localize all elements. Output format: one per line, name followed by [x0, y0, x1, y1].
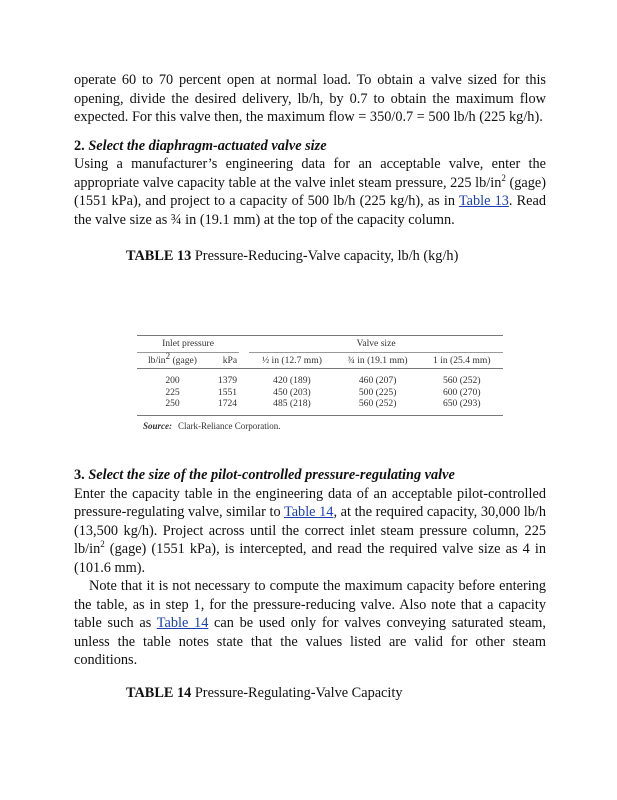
- table-13-link[interactable]: Table 13: [458, 193, 509, 209]
- table-13-column-header: [137, 352, 503, 369]
- step-2-text-a: Using a manufacturer’s engineering data for an acceptable valve, enter the appropriate valve capacity table at the valve inlet steam pressure, 225 lb/in: [74, 156, 546, 191]
- step-3-sup: 2: [100, 539, 105, 550]
- step-3-paragraph: [74, 485, 546, 578]
- step-2-number: 2.: [74, 137, 85, 154]
- header-valve-size: Valve size: [249, 336, 503, 353]
- cell-half: 485 (218): [249, 398, 335, 415]
- cell-kpa: 1379: [217, 375, 238, 386]
- cell-half: 450 (203): [273, 386, 311, 398]
- cell-three-quarter: 500 (225): [358, 386, 397, 398]
- table-13: [137, 335, 503, 416]
- paragraph-intro: operate 60 to 70 percent open at normal load. To obtain a valve sized for this opening, divide the desired delivery, lb/h, by 0.7 to obtain the maximum flow expected. For this valve then, the maximum flow = 350/0.7 = 500 lb/h (225 kg/h).: [74, 72, 546, 125]
- table-14-caption: [126, 684, 546, 703]
- header-inlet-pressure: Inlet pressure: [137, 336, 239, 353]
- cell-three-quarter: 460 (207): [358, 375, 397, 386]
- table-13-group-header: [137, 336, 503, 353]
- step-2-text-b: (gage) (1551 kPa), and project to a capacity of 500 lb/h (225 kg/h), as in: [74, 174, 546, 209]
- source-text: Clark-Reliance Corporation.: [178, 420, 281, 431]
- table-13-caption: [126, 247, 546, 266]
- cell-lb: 225: [165, 386, 180, 398]
- table-13-label: TABLE 13: [126, 248, 192, 264]
- cell-half: 420 (189): [273, 375, 311, 386]
- step-2-paragraph: [74, 155, 546, 229]
- table-13-image: [137, 335, 503, 431]
- step-2-heading: [74, 137, 546, 156]
- table-row: [137, 369, 503, 387]
- cell-one: 560 (252): [442, 375, 481, 386]
- step-3-text-a: Enter the capacity table in the engineering data of an acceptable pilot-controlled pressure-regulating valve, similar to: [74, 485, 546, 520]
- step-2-text-c: . Read the valve size as ¾ in (19.1 mm) at the top of the capacity column.: [74, 193, 546, 228]
- step-3-number: 3.: [74, 467, 85, 483]
- header-kpa: kPa: [208, 352, 239, 369]
- cell-lb: 200: [165, 375, 180, 386]
- step-2-title: Select the diaphragm-actuated valve size: [88, 137, 327, 154]
- header-one-inch: 1 in (25.4 mm): [420, 352, 503, 369]
- document-page-lower: [74, 466, 546, 702]
- table-row: [137, 387, 503, 399]
- step-3-text-c: (gage) (1551 kPa), is intercepted, and read the required valve size as 4 in (101.6 mm).: [74, 541, 546, 576]
- table-row: [137, 398, 503, 415]
- note-paragraph: [74, 577, 546, 670]
- header-three-quarter-inch: ¾ in (19.1 mm): [335, 352, 421, 369]
- table-13-source: [143, 421, 503, 431]
- table-13-title: Pressure-Reducing-Valve capacity, lb/h (kg/h): [191, 248, 459, 264]
- cell-one: 600 (270): [442, 386, 481, 398]
- header-lb-gage: $lb/in^2$ (gage): [137, 352, 208, 369]
- table-14-title: Pressure-Regulating-Valve Capacity: [191, 684, 403, 701]
- cell-kpa: 1724: [208, 398, 239, 415]
- cell-lb: 250: [137, 398, 208, 415]
- table-14-label: TABLE 14: [126, 684, 192, 701]
- note-text-a: Note that it is not necessary to compute the maximum capacity before entering the table, as in step 1, for the pressure-reducing valve. Also note that a capacity table such as: [74, 578, 546, 631]
- step-2-sup: 2: [501, 172, 506, 183]
- document-page: [74, 71, 546, 266]
- table-14-link[interactable]: Table 14: [283, 504, 334, 520]
- source-label: Source:: [143, 420, 172, 431]
- table-14-link-note[interactable]: Table 14: [156, 615, 209, 631]
- cell-kpa: 1551: [217, 386, 238, 398]
- step-3-heading: [74, 466, 546, 485]
- step-3-title: Select the size of the pilot-controlled pressure-regulating valve: [88, 467, 455, 483]
- step-3-text-b: , at the required capacity, 30,000 lb/h (13,500 kg/h). Project across until the correct inlet steam pressure column, 225 lb/in: [74, 504, 546, 557]
- cell-three-quarter: 560 (252): [335, 398, 421, 415]
- note-text-b: can be used only for valves conveying saturated steam, unless the table notes state that the values listed are valid for other steam conditions.: [74, 615, 546, 668]
- header-half-inch: ½ in (12.7 mm): [249, 352, 335, 369]
- cell-one: 650 (293): [420, 398, 503, 415]
